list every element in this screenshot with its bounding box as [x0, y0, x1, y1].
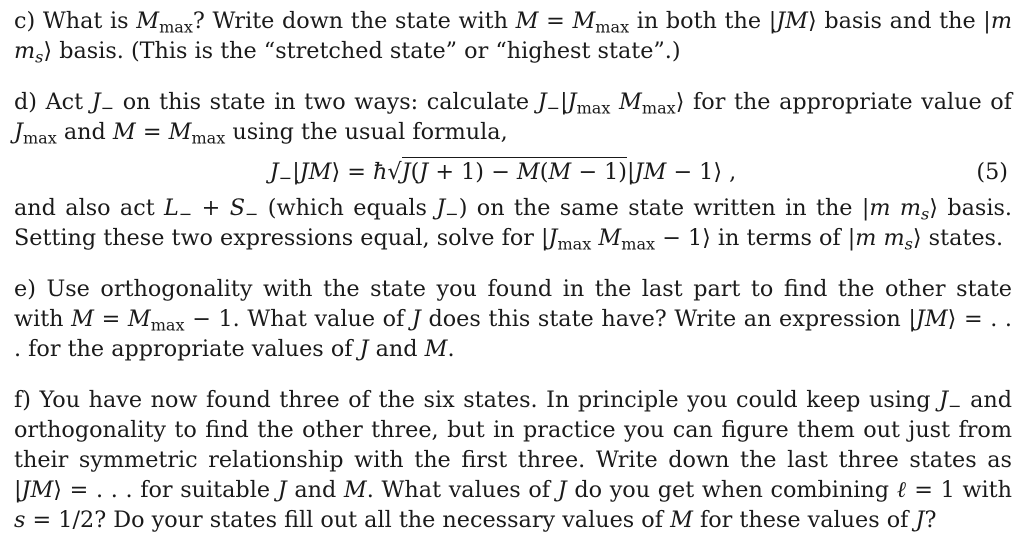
part-e: e) Use orthogonality with the state you found in the last part to find the other state with $M = M_{max} - 1$. What value of J does this state have? Write an expression |JM⟩ = . . . for the appropriate values of J and M. [14, 276, 1013, 362]
equation-5 [14, 151, 1012, 193]
part-d-after: and also act $L_- + S_-$ (which equals $J_-$) on the same state written in the |m $m_s⟩$ basis. Setting these two expressions equal, solve for $|J_{max}$ $M_{max}$ − 1⟩ in terms of |m $m_s⟩$ states. [14, 195, 1012, 254]
part-d-intro: d) Act $J_-$ on this state in two ways: calculate $J_-|J_{max}$ $M_{max}⟩$ for the appropriate value of $J_{max}$ and $M = M_{max}$ using the usual formula, [14, 89, 1012, 148]
part-c: c) What is $M_{max}$? Write down the state with $M = M_{max}$ in both the |JM⟩ basis and the |m $m_s⟩$ basis. (This is the “stretched state” or “highest state”.) [14, 8, 1012, 67]
equation-number: (5) [976, 159, 1008, 185]
lowering-operator-formula: $J_-|JM⟩$ = ħ√J(J + 1) − M(M − 1)|JM − 1⟩ , [269, 159, 737, 188]
part-f: f) You have now found three of the six states. In principle you could keep using $J_-$ and orthogonality to find the other three, but in practice you can figure them out just from their symmetric relationship with the first three. Write down the last three states as |JM⟩ = . . . for suitable J and M. What values of J do you get when combining ℓ = 1 with s = 1/2? Do your states fill out all the necessary values of M for these values of J? [14, 387, 1012, 533]
